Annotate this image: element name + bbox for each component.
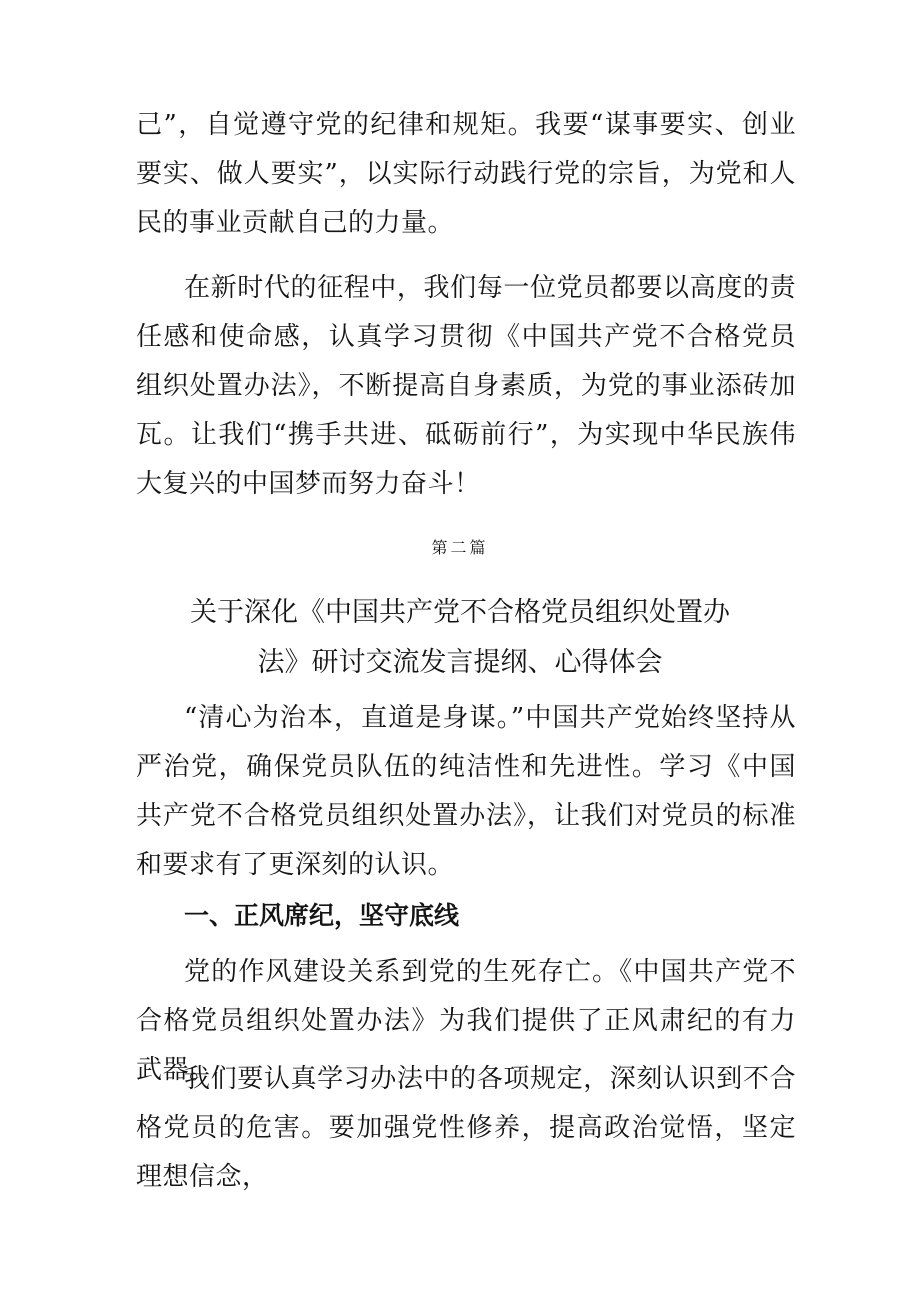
paragraph-continued: 己”，自觉遵守党的纪律和规矩。我要“谋事要实、创业要实、做人要实”，以实际行动践行党的宗旨，为党和人民的事业贡献自己的力量。: [136, 110, 796, 238]
paragraph-closing: 在新时代的征程中，我们每一位党员都要以高度的责任感和使命感，认真学习贯彻《中国共产党不合格党员组织处置办法》，不断提高自身素质，为党的事业添砖加瓦。让我们“携手共进、砥砺前行”，为实现中华民族伟大复兴的中国梦而努力奋斗！: [136, 273, 796, 499]
article-title-line-2: 法》研讨交流发言提纲、心得体会: [257, 647, 663, 678]
article-title: [160, 588, 760, 688]
section-label: 第二篇: [431, 538, 489, 557]
section-heading: 一、正风席纪，坚守底线: [184, 901, 460, 930]
paragraph-intro: “清心为治本，直道是身谋。”中国共产党始终坚持从严治党，确保党员队伍的纯洁性和先进性。学习《中国共产党不合格党员组织处置办法》，让我们对党员的标准和要求有了更深刻的认识。: [136, 703, 796, 880]
paragraph-section-1a: 党的作风建设关系到党的生死存亡。《中国共产党不合格党员组织处置办法》为我们提供了正风肃纪的有力武器。: [136, 957, 796, 1085]
article-title-line-1: 关于深化《中国共产党不合格党员组织处置办: [190, 597, 730, 628]
paragraph-section-1b: 我们要认真学习办法中的各项规定，深刻认识到不合格党员的危害。要加强党性修养，提高政治觉悟，坚定理想信念，: [136, 1064, 796, 1192]
